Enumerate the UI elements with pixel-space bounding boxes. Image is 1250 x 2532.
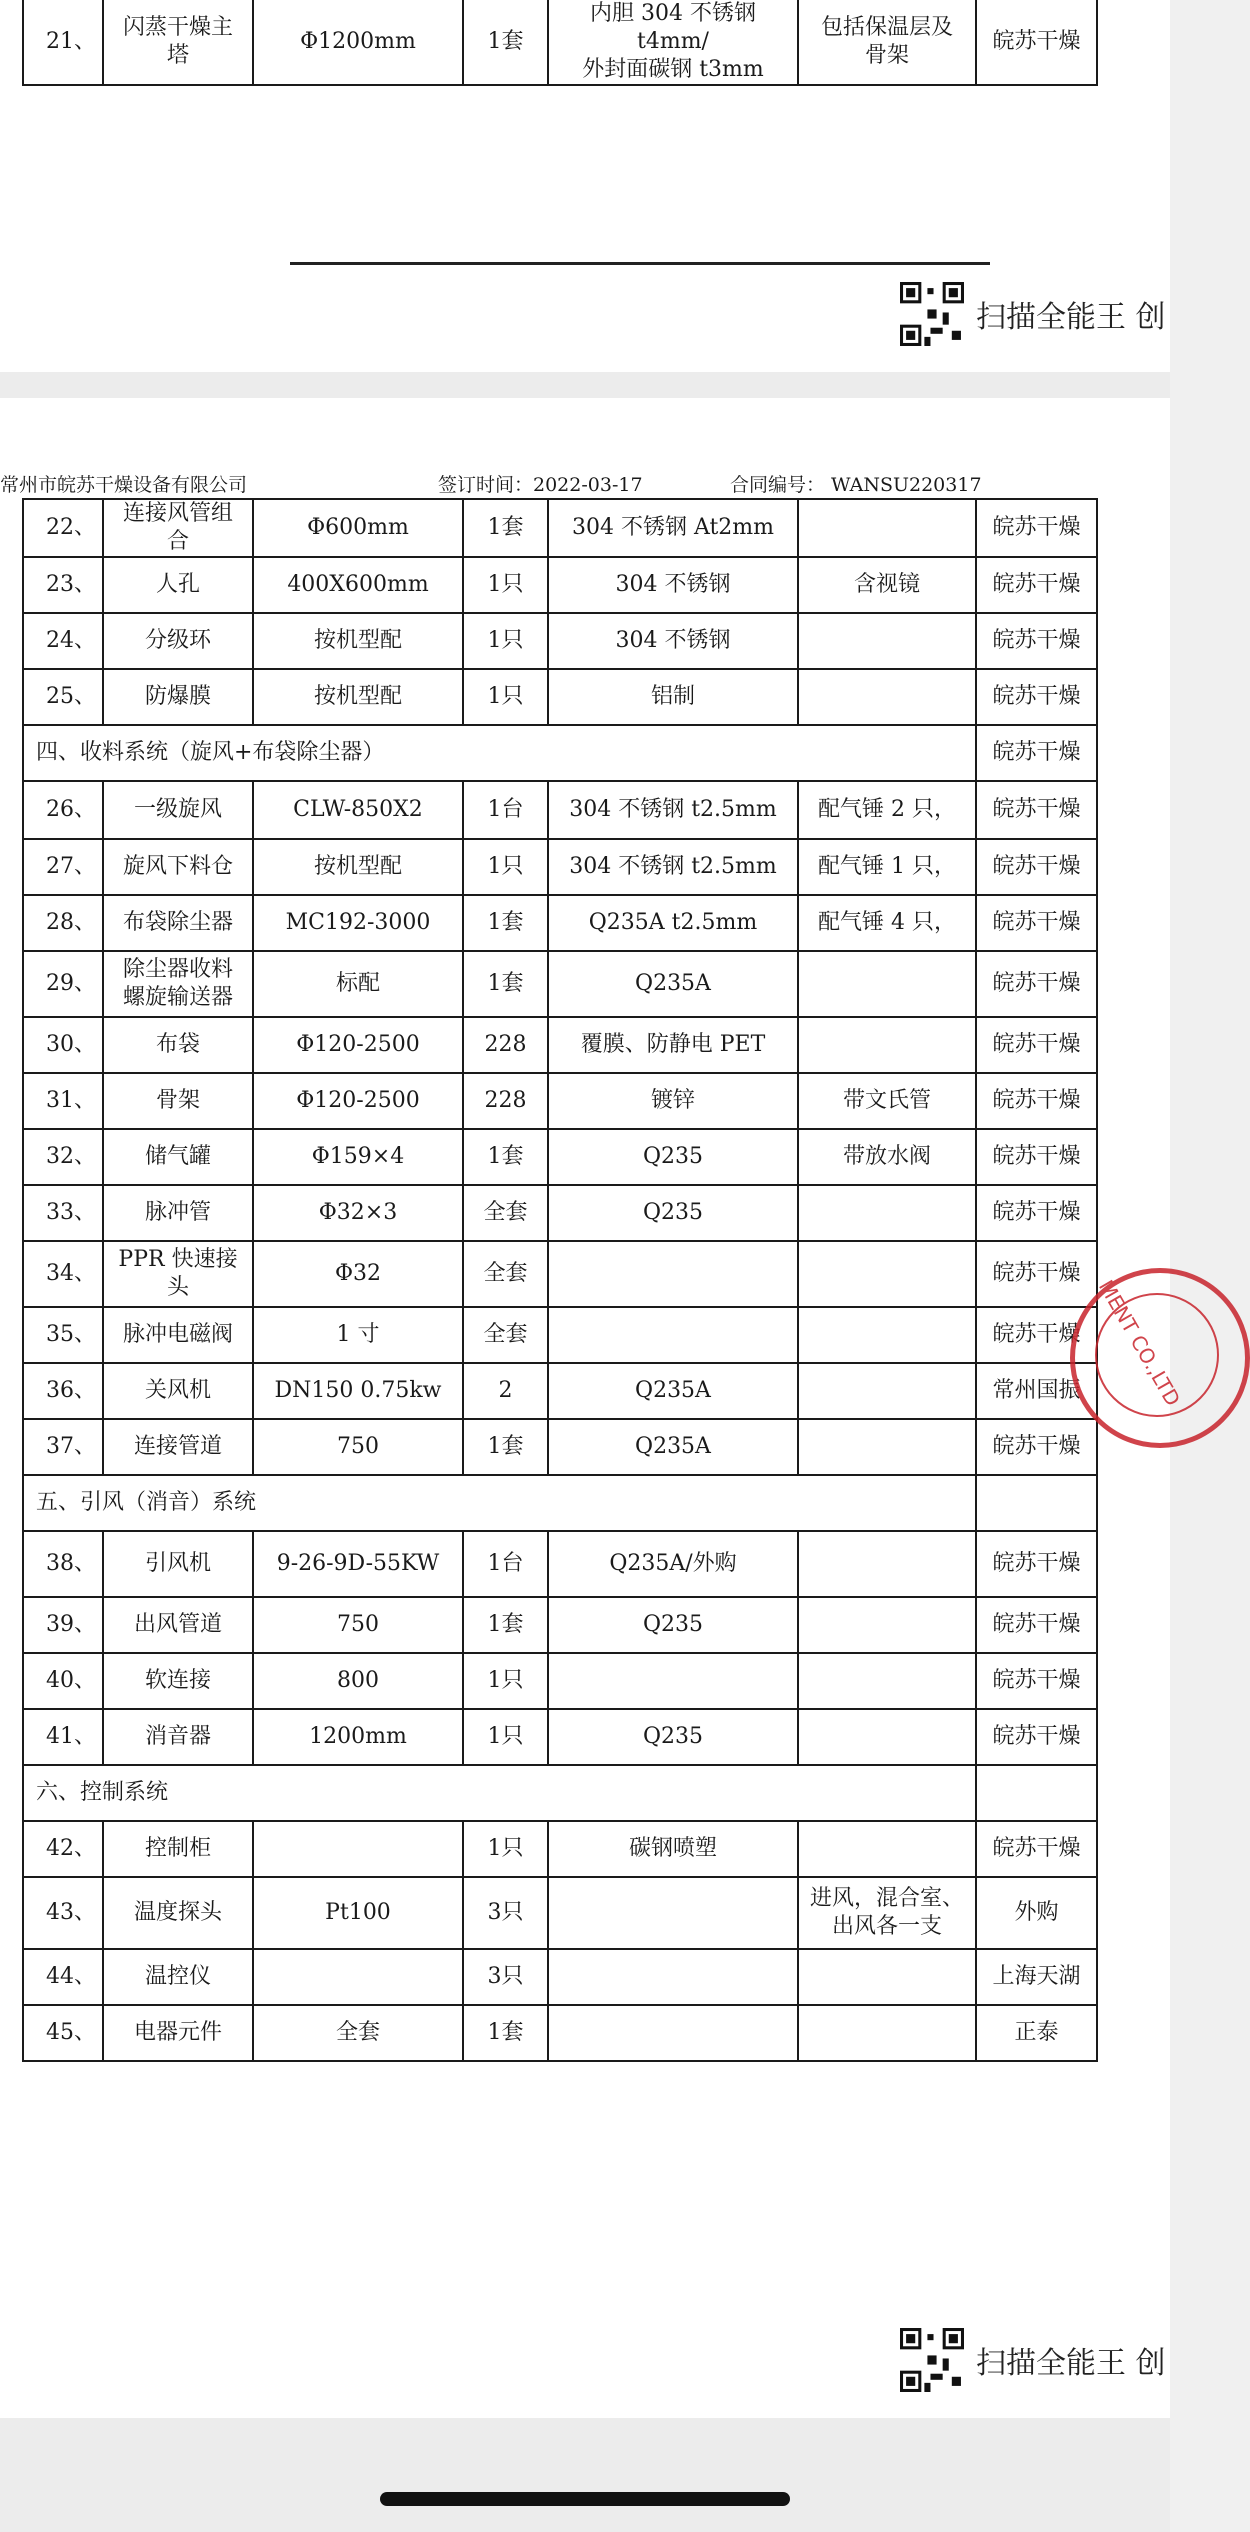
- qty-cell: 2: [463, 1363, 548, 1419]
- name-cell: 连接风管组 合: [103, 499, 253, 557]
- remark-cell: [798, 1241, 976, 1307]
- qty-cell: 1只: [463, 669, 548, 725]
- qty-cell: 1套: [463, 1419, 548, 1475]
- spec-cell: [253, 1821, 463, 1877]
- page-gap: [0, 372, 1170, 398]
- name-cell: 消音器: [103, 1709, 253, 1765]
- material-cell: 覆膜、防静电 PET: [548, 1017, 798, 1073]
- qty-cell: 1套: [463, 895, 548, 951]
- name-cell: 防爆膜: [103, 669, 253, 725]
- no-cell: 42、: [23, 1821, 103, 1877]
- material-cell: 碳钢喷塑: [548, 1821, 798, 1877]
- name-cell: 布袋: [103, 1017, 253, 1073]
- remark-cell: 带放水阀: [798, 1129, 976, 1185]
- table-row: [23, 839, 1097, 895]
- spec-cell: Φ600mm: [253, 499, 463, 557]
- qty-cell: 3只: [463, 1877, 548, 1949]
- qty-cell: 全套: [463, 1241, 548, 1307]
- maker-cell: 皖苏干燥: [976, 1419, 1097, 1475]
- name-cell: 人孔: [103, 557, 253, 613]
- remark-cell: [798, 1017, 976, 1073]
- maker-cell: 皖苏干燥: [976, 1073, 1097, 1129]
- qty-cell: 1只: [463, 557, 548, 613]
- material-cell: 304 不锈钢 t2.5mm: [548, 781, 798, 839]
- remark-cell: [798, 2005, 976, 2061]
- qty-cell: 1套: [463, 1597, 548, 1653]
- section-title: 六、控制系统: [23, 1765, 976, 1821]
- name-cell: 闪蒸干燥主 塔: [103, 0, 253, 85]
- table-row: [23, 951, 1097, 1017]
- table-row: [23, 1241, 1097, 1307]
- no-cell: 37、: [23, 1419, 103, 1475]
- section-title: 四、收料系统（旋风+布袋除尘器）: [23, 725, 976, 781]
- name-cell: 电器元件: [103, 2005, 253, 2061]
- spec-cell: 9-26-9D-55KW: [253, 1531, 463, 1597]
- qty-cell: 3只: [463, 1949, 548, 2005]
- no-cell: 25、: [23, 669, 103, 725]
- material-cell: [548, 1877, 798, 1949]
- qty-cell: 1套: [463, 499, 548, 557]
- name-cell: 温度探头: [103, 1877, 253, 1949]
- qty-cell: 1套: [463, 2005, 548, 2061]
- section-title: 五、引风（消音）系统: [23, 1475, 976, 1531]
- qty-cell: 1只: [463, 1653, 548, 1709]
- no-cell: 26、: [23, 781, 103, 839]
- maker-cell: 皖苏干燥: [976, 1653, 1097, 1709]
- table-row: [23, 0, 1097, 85]
- spec-cell: 标配: [253, 951, 463, 1017]
- no-cell: 40、: [23, 1653, 103, 1709]
- maker-cell: 皖苏干燥: [976, 1129, 1097, 1185]
- maker-cell: 正泰: [976, 2005, 1097, 2061]
- maker-cell: 皖苏干燥: [976, 0, 1097, 85]
- no-cell: 27、: [23, 839, 103, 895]
- table-row: [23, 1017, 1097, 1073]
- qr-code-icon: [900, 2328, 964, 2392]
- table-row: [23, 1531, 1097, 1597]
- no-cell: 24、: [23, 613, 103, 669]
- seal-text: MENT CO.,LTD: [1093, 1275, 1186, 1411]
- spec-cell: 全套: [253, 2005, 463, 2061]
- scanner-watermark: [900, 2328, 1166, 2392]
- no-cell: 32、: [23, 1129, 103, 1185]
- remark-cell: [798, 1597, 976, 1653]
- page-header: [0, 470, 1170, 500]
- scanner-watermark: [900, 282, 1166, 346]
- qty-cell: 全套: [463, 1185, 548, 1241]
- remark-cell: [798, 1709, 976, 1765]
- bottom-area: [0, 2418, 1170, 2532]
- no-cell: 43、: [23, 1877, 103, 1949]
- material-cell: Q235A: [548, 1419, 798, 1475]
- table-row: [23, 613, 1097, 669]
- remark-cell: 配气锤 2 只，: [798, 781, 976, 839]
- qty-cell: 1只: [463, 613, 548, 669]
- name-cell: PPR 快速接 头: [103, 1241, 253, 1307]
- spec-cell: Φ32×3: [253, 1185, 463, 1241]
- maker-cell: 皖苏干燥: [976, 1185, 1097, 1241]
- table-row: [23, 557, 1097, 613]
- spec-cell: 1200mm: [253, 1709, 463, 1765]
- contract-number: 合同编号： WANSU220317: [730, 474, 982, 496]
- spec-cell: Φ159×4: [253, 1129, 463, 1185]
- material-cell: 304 不锈钢 At2mm: [548, 499, 798, 557]
- material-cell: Q235: [548, 1185, 798, 1241]
- spec-cell: 按机型配: [253, 839, 463, 895]
- company-seal: [1070, 1268, 1250, 1448]
- no-cell: 21、: [23, 0, 103, 85]
- spec-cell: Φ120-2500: [253, 1073, 463, 1129]
- remark-cell: 配气锤 4 只，: [798, 895, 976, 951]
- name-cell: 布袋除尘器: [103, 895, 253, 951]
- maker-cell: 皖苏干燥: [976, 1531, 1097, 1597]
- spec-cell: 1 寸: [253, 1307, 463, 1363]
- no-cell: 29、: [23, 951, 103, 1017]
- remark-cell: [798, 669, 976, 725]
- name-cell: 控制柜: [103, 1821, 253, 1877]
- maker-cell: 皖苏干燥: [976, 839, 1097, 895]
- remark-cell: [798, 1363, 976, 1419]
- material-cell: Q235: [548, 1129, 798, 1185]
- spec-cell: [253, 1949, 463, 2005]
- qr-code-icon: [900, 282, 964, 346]
- spec-cell: DN150 0.75kw: [253, 1363, 463, 1419]
- name-cell: 分级环: [103, 613, 253, 669]
- maker-cell: 皖苏干燥: [976, 1241, 1097, 1307]
- maker-cell: 皖苏干燥: [976, 895, 1097, 951]
- maker-cell: [976, 1475, 1097, 1531]
- remark-cell: 进风，混合室、 出风各一支: [798, 1877, 976, 1949]
- name-cell: 温控仪: [103, 1949, 253, 2005]
- remark-cell: [798, 951, 976, 1017]
- page-end-rule: [290, 262, 990, 265]
- maker-cell: 皖苏干燥: [976, 725, 1097, 781]
- qty-cell: 1台: [463, 781, 548, 839]
- no-cell: 33、: [23, 1185, 103, 1241]
- name-cell: 出风管道: [103, 1597, 253, 1653]
- remark-cell: [798, 1531, 976, 1597]
- maker-cell: [976, 1765, 1097, 1821]
- spec-cell: 按机型配: [253, 613, 463, 669]
- no-cell: 28、: [23, 895, 103, 951]
- remark-cell: [798, 1419, 976, 1475]
- section-row: [23, 1765, 1097, 1821]
- material-cell: 内胆 304 不锈钢 t4mm/ 外封面碳钢 t3mm: [548, 0, 798, 85]
- table-row: [23, 1419, 1097, 1475]
- maker-cell: 常州国振: [976, 1363, 1097, 1419]
- name-cell: 脉冲管: [103, 1185, 253, 1241]
- material-cell: 304 不锈钢 t2.5mm: [548, 839, 798, 895]
- no-cell: 38、: [23, 1531, 103, 1597]
- no-cell: 34、: [23, 1241, 103, 1307]
- no-cell: 44、: [23, 1949, 103, 2005]
- previous-page-fragment: [0, 0, 1170, 372]
- material-cell: 铝制: [548, 669, 798, 725]
- spec-cell: Φ120-2500: [253, 1017, 463, 1073]
- name-cell: 储气罐: [103, 1129, 253, 1185]
- material-cell: Q235: [548, 1709, 798, 1765]
- material-cell: Q235A/外购: [548, 1531, 798, 1597]
- maker-cell: 皖苏干燥: [976, 669, 1097, 725]
- material-cell: Q235A: [548, 951, 798, 1017]
- name-cell: 关风机: [103, 1363, 253, 1419]
- remark-cell: 配气锤 1 只，: [798, 839, 976, 895]
- maker-cell: 上海天湖: [976, 1949, 1097, 2005]
- maker-cell: 皖苏干燥: [976, 1821, 1097, 1877]
- name-cell: 骨架: [103, 1073, 253, 1129]
- no-cell: 39、: [23, 1597, 103, 1653]
- name-cell: 软连接: [103, 1653, 253, 1709]
- name-cell: 连接管道: [103, 1419, 253, 1475]
- name-cell: 除尘器收料 螺旋输送器: [103, 951, 253, 1017]
- remark-cell: 含视镜: [798, 557, 976, 613]
- maker-cell: 皖苏干燥: [976, 499, 1097, 557]
- section-row: [23, 1475, 1097, 1531]
- remark-cell: 包括保温层及 骨架: [798, 0, 976, 85]
- no-cell: 35、: [23, 1307, 103, 1363]
- material-cell: [548, 1949, 798, 2005]
- qty-cell: 1只: [463, 1709, 548, 1765]
- no-cell: 41、: [23, 1709, 103, 1765]
- maker-cell: 皖苏干燥: [976, 1709, 1097, 1765]
- document-page: [0, 398, 1186, 2418]
- material-cell: [548, 2005, 798, 2061]
- material-cell: 304 不锈钢: [548, 557, 798, 613]
- no-cell: 23、: [23, 557, 103, 613]
- table-row: [23, 669, 1097, 725]
- sign-time: 签订时间：2022-03-17: [438, 474, 643, 496]
- table-row: [23, 895, 1097, 951]
- remark-cell: [798, 1307, 976, 1363]
- table-row: [23, 1073, 1097, 1129]
- material-cell: [548, 1653, 798, 1709]
- qty-cell: 全套: [463, 1307, 548, 1363]
- table-row: [23, 1363, 1097, 1419]
- qty-cell: 1套: [463, 0, 548, 85]
- qty-cell: 1台: [463, 1531, 548, 1597]
- material-cell: Q235A: [548, 1363, 798, 1419]
- remark-cell: [798, 613, 976, 669]
- no-cell: 36、: [23, 1363, 103, 1419]
- section-row: [23, 725, 1097, 781]
- no-cell: 22、: [23, 499, 103, 557]
- spec-cell: Φ32: [253, 1241, 463, 1307]
- spec-cell: Pt100: [253, 1877, 463, 1949]
- table-row: [23, 499, 1097, 557]
- no-cell: 30、: [23, 1017, 103, 1073]
- maker-cell: 皖苏干燥: [976, 1307, 1097, 1363]
- table-row: [23, 1709, 1097, 1765]
- spec-cell: Φ1200mm: [253, 0, 463, 85]
- maker-cell: 皖苏干燥: [976, 557, 1097, 613]
- remark-cell: [798, 1949, 976, 2005]
- maker-cell: 皖苏干燥: [976, 1597, 1097, 1653]
- table-row: [23, 1949, 1097, 2005]
- name-cell: 旋风下料仓: [103, 839, 253, 895]
- maker-cell: 外购: [976, 1877, 1097, 1949]
- spec-table-fragment: [22, 0, 1098, 86]
- material-cell: 镀锌: [548, 1073, 798, 1129]
- material-cell: [548, 1307, 798, 1363]
- table-row: [23, 1307, 1097, 1363]
- qty-cell: 1套: [463, 1129, 548, 1185]
- table-row: [23, 1185, 1097, 1241]
- remark-cell: [798, 1185, 976, 1241]
- remark-cell: [798, 499, 976, 557]
- remark-cell: [798, 1653, 976, 1709]
- maker-cell: 皖苏干燥: [976, 613, 1097, 669]
- maker-cell: 皖苏干燥: [976, 1017, 1097, 1073]
- company-name: 常州市皖苏干燥设备有限公司: [0, 474, 248, 496]
- spec-cell: 750: [253, 1597, 463, 1653]
- material-cell: Q235A t2.5mm: [548, 895, 798, 951]
- material-cell: Q235: [548, 1597, 798, 1653]
- qty-cell: 1套: [463, 951, 548, 1017]
- spec-cell: MC192-3000: [253, 895, 463, 951]
- no-cell: 45、: [23, 2005, 103, 2061]
- spec-cell: 400X600mm: [253, 557, 463, 613]
- name-cell: 一级旋风: [103, 781, 253, 839]
- scanner-brand-text: 扫描全能王 创: [976, 2346, 1166, 2381]
- material-cell: 304 不锈钢: [548, 613, 798, 669]
- spec-cell: 按机型配: [253, 669, 463, 725]
- qty-cell: 228: [463, 1017, 548, 1073]
- table-row: [23, 781, 1097, 839]
- table-row: [23, 1597, 1097, 1653]
- remark-cell: 带文氏管: [798, 1073, 976, 1129]
- qty-cell: 1只: [463, 1821, 548, 1877]
- name-cell: 引风机: [103, 1531, 253, 1597]
- maker-cell: 皖苏干燥: [976, 781, 1097, 839]
- table-row: [23, 1129, 1097, 1185]
- table-row: [23, 1877, 1097, 1949]
- spec-cell: CLW-850X2: [253, 781, 463, 839]
- qty-cell: 228: [463, 1073, 548, 1129]
- table-row: [23, 1653, 1097, 1709]
- maker-cell: 皖苏干燥: [976, 951, 1097, 1017]
- scanner-brand-text: 扫描全能王 创: [976, 300, 1166, 335]
- name-cell: 脉冲电磁阀: [103, 1307, 253, 1363]
- spec-cell: 800: [253, 1653, 463, 1709]
- no-cell: 31、: [23, 1073, 103, 1129]
- spec-table: [22, 498, 1098, 2062]
- spec-cell: 750: [253, 1419, 463, 1475]
- material-cell: [548, 1241, 798, 1307]
- qty-cell: 1只: [463, 839, 548, 895]
- home-indicator[interactable]: [380, 2492, 790, 2506]
- remark-cell: [798, 1821, 976, 1877]
- table-row: [23, 2005, 1097, 2061]
- table-row: [23, 1821, 1097, 1877]
